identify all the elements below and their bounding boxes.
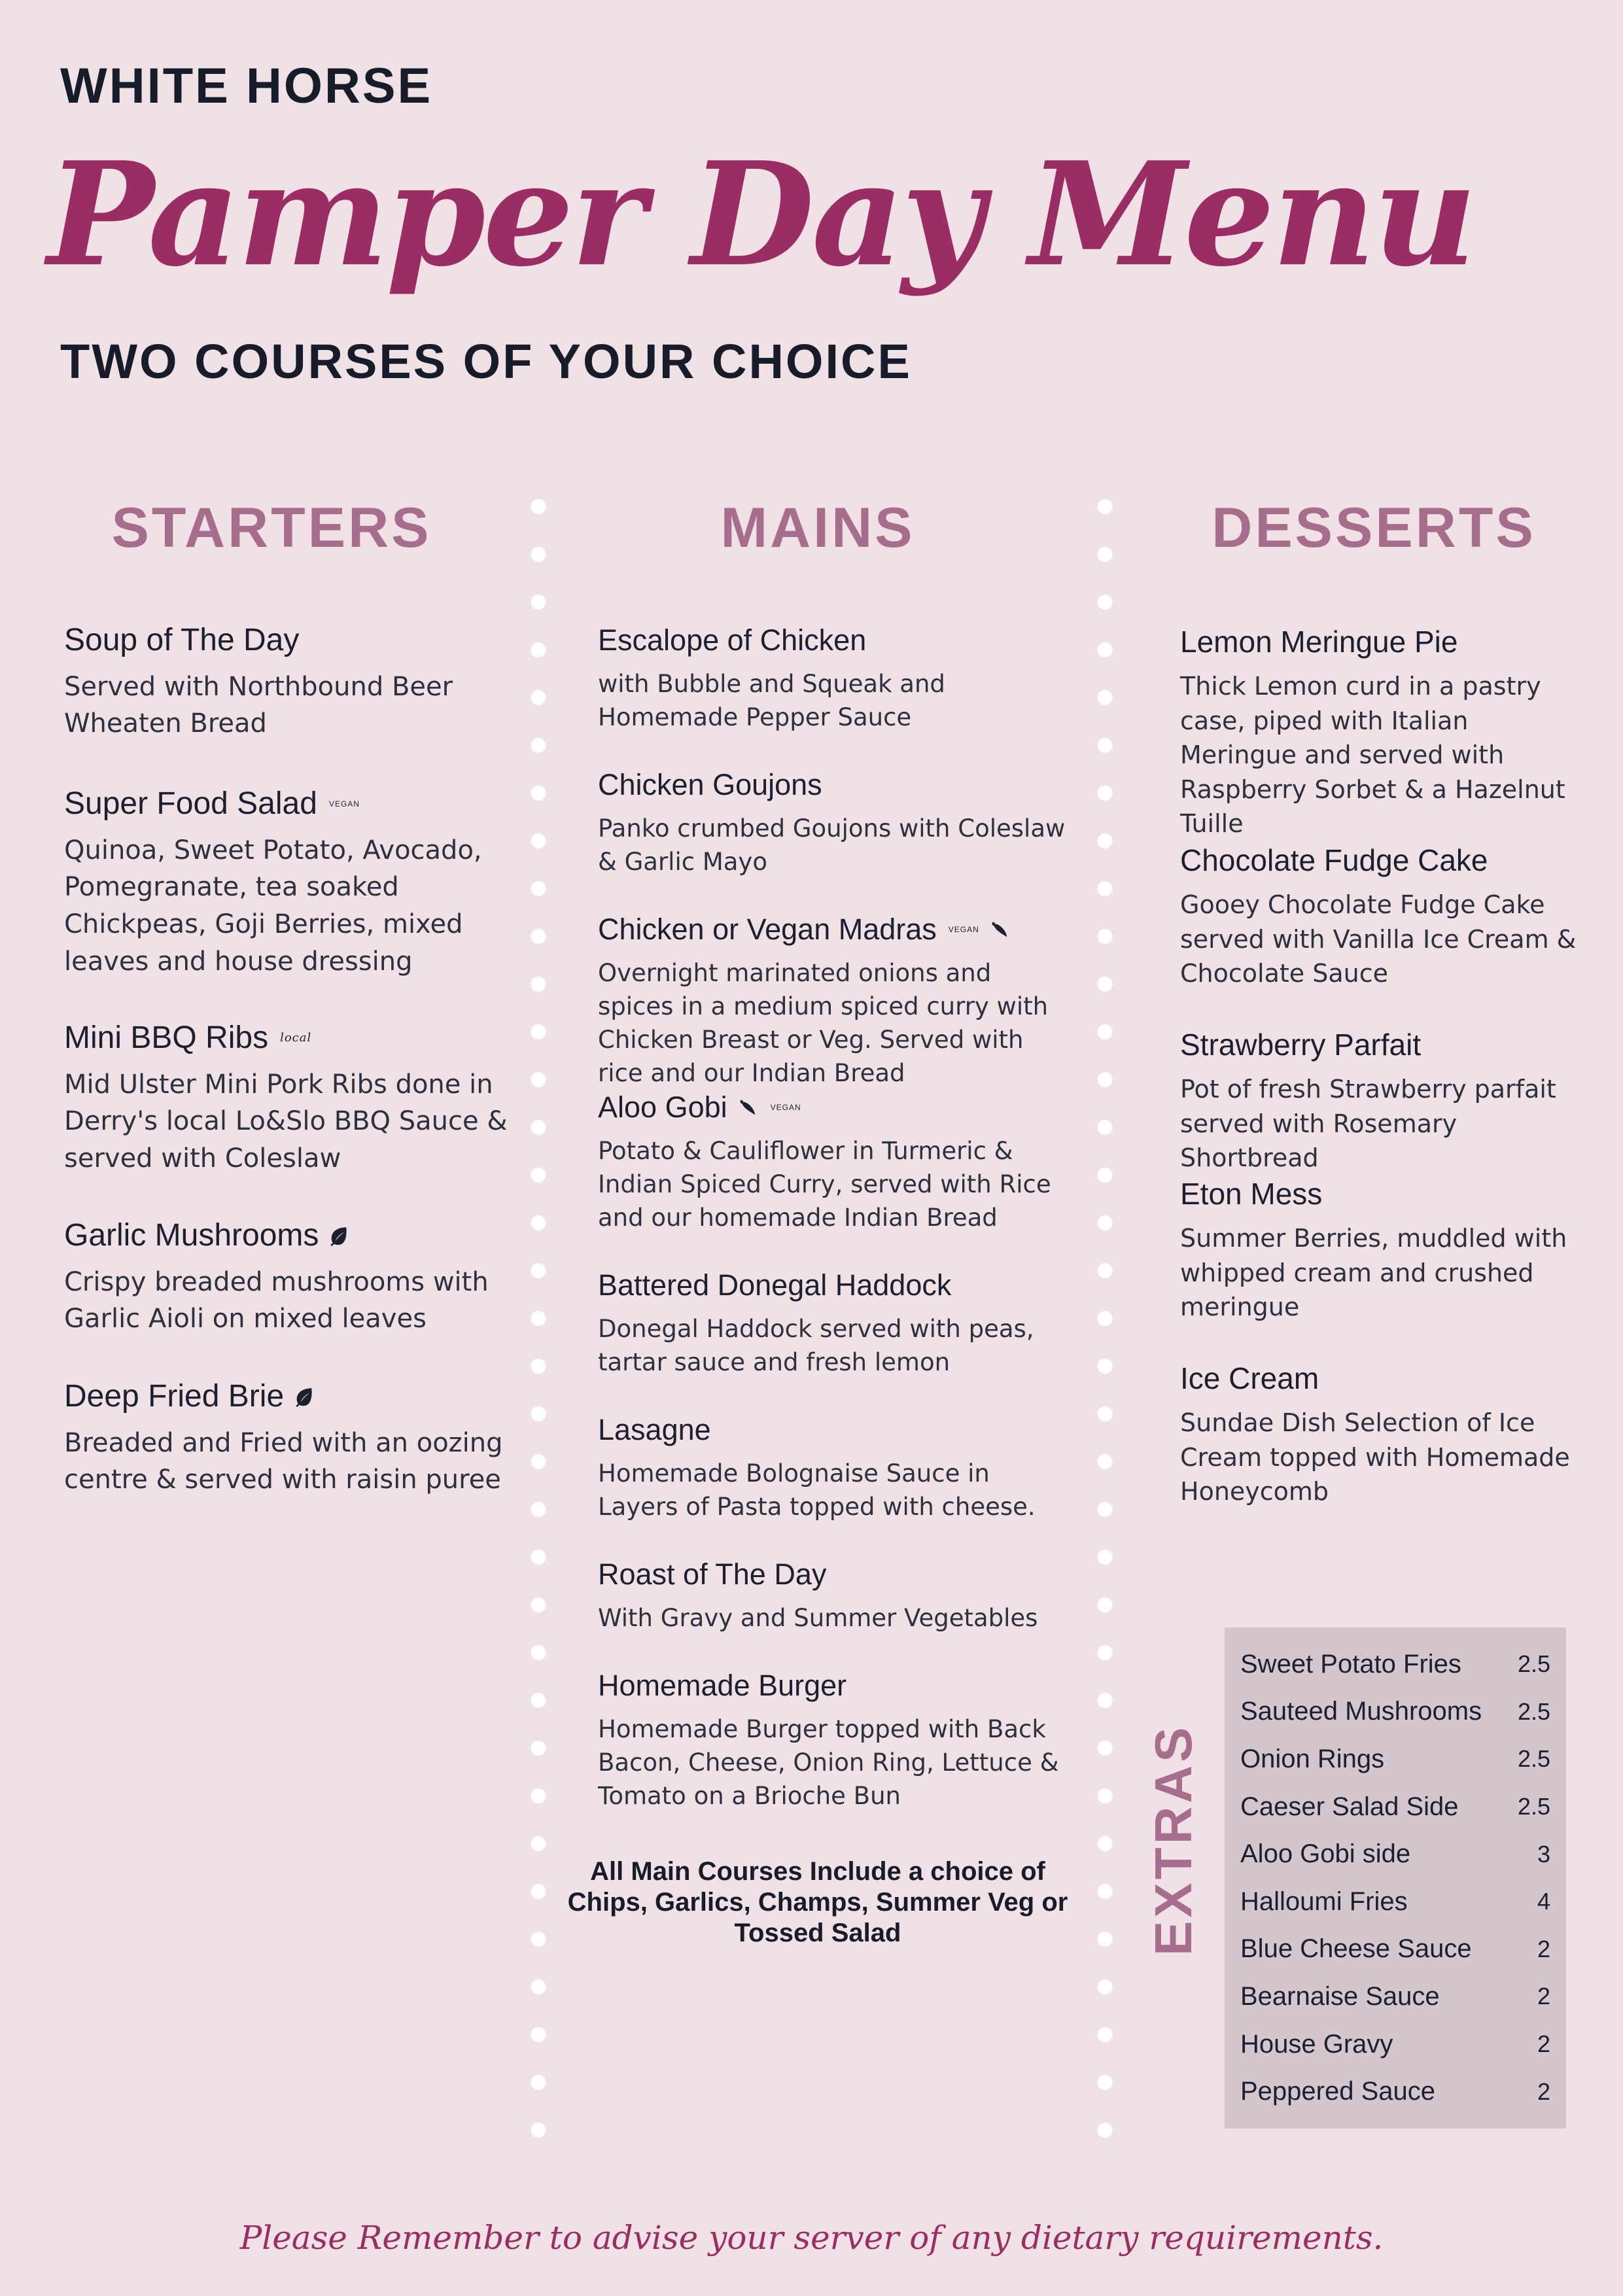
extras-row	[1240, 2068, 1550, 2115]
item-description: Gooey Chocolate Fudge Cake served with Vanilla Ice Cream & Chocolate Sauce	[1180, 890, 1577, 988]
extra-price: 4	[1537, 1888, 1550, 1915]
extra-price: 2	[1537, 2078, 1550, 2105]
desserts-column	[1180, 624, 1586, 1509]
extra-name: Peppered Sauce	[1240, 2077, 1436, 2106]
menu-item	[1180, 1361, 1586, 1509]
item-name: Chicken or Vegan Madras VEGAN	[598, 912, 1069, 947]
item-name: Lasagne	[598, 1413, 711, 1446]
menu-item	[598, 912, 1069, 1090]
extras-row	[1240, 1783, 1550, 1831]
extra-price: 3	[1537, 1840, 1550, 1868]
menu-item	[598, 1412, 1069, 1557]
extra-price: 2.5	[1517, 1745, 1550, 1773]
item-description: Panko crumbed Goujons with Coleslaw & Garlic Mayo	[598, 814, 1066, 877]
mains-note: All Main Courses Include a choice of Chips, Garlics, Champs, Summer Veg or Tossed Salad	[567, 1857, 1068, 1948]
leaf-icon	[328, 1225, 350, 1247]
extras-row	[1240, 1830, 1550, 1878]
extras-row	[1240, 2021, 1550, 2068]
divider-right	[1097, 483, 1113, 2144]
vegan-tag: VEGAN	[328, 799, 360, 809]
item-name: Battered Donegal Haddock	[598, 1268, 952, 1302]
extra-price: 2	[1537, 1983, 1550, 2010]
menu-subtitle: TWO COURSES OF YOUR CHOICE	[60, 334, 912, 389]
menu-item	[64, 785, 522, 1019]
item-name: Soup of The Day	[64, 623, 300, 657]
extra-name: Bearnaise Sauce	[1240, 1981, 1440, 2011]
extra-name: Halloumi Fries	[1240, 1887, 1408, 1916]
extra-name: Blue Cheese Sauce	[1240, 1934, 1472, 1964]
mains-column	[598, 623, 1069, 1813]
menu-item	[598, 1268, 1069, 1412]
extra-name: Sweet Potato Fries	[1240, 1649, 1461, 1679]
menu-item	[64, 1019, 522, 1217]
item-description: with Bubble and Squeak and Homemade Pepper Sauce	[598, 670, 945, 732]
footer-note: Please Remember to advise your server of any dietary requirements.	[239, 2219, 1384, 2257]
item-name: Strawberry Parfait	[1180, 1028, 1422, 1062]
item-description: Pot of fresh Strawberry parfait served with Rosemary Shortbread	[1180, 1075, 1556, 1173]
item-name: Lemon Meringue Pie	[1180, 625, 1458, 659]
vegan-tag: VEGAN	[948, 924, 979, 934]
item-name: Homemade Burger	[598, 1669, 847, 1702]
item-description: Served with Northbound Beer Wheaten Bread	[64, 671, 453, 739]
extra-price: 2.5	[1517, 1697, 1550, 1725]
menu-item	[598, 767, 1069, 912]
item-name: Garlic Mushrooms	[64, 1217, 522, 1255]
item-name: Aloo Gobi VEGAN	[598, 1090, 801, 1124]
extras-row	[1240, 1926, 1550, 1974]
item-description: Donegal Haddock served with peas, tartar sauce and fresh lemon	[598, 1315, 1034, 1377]
divider-left	[531, 483, 546, 2144]
item-description: Potato & Cauliflower in Turmeric & Indian Spiced Curry, served with Rice and our homemade Indian Bread	[598, 1137, 1051, 1232]
item-name: Chicken Goujons	[598, 768, 822, 801]
extra-name: Onion Rings	[1240, 1744, 1385, 1773]
menu-title: Pamper Day Menu	[47, 131, 1475, 298]
extras-row	[1240, 1973, 1550, 2021]
extras-row	[1240, 1688, 1550, 1736]
chili-icon	[737, 1096, 759, 1119]
extras-row	[1240, 1878, 1550, 1926]
extras-row	[1240, 1641, 1550, 1688]
item-description: Quinoa, Sweet Potato, Avocado, Pomegranate, tea soaked Chickpeas, Goji Berries, mixed leaves and house dressing	[64, 835, 482, 977]
vegan-tag: VEGAN	[770, 1102, 801, 1112]
item-description: Sundae Dish Selection of Ice Cream topped with Homemade Honeycomb	[1180, 1408, 1570, 1506]
item-description: Summer Berries, muddled with whipped cream and crushed meringue	[1180, 1224, 1567, 1322]
local-tag: local	[280, 1031, 312, 1045]
extra-name: Aloo Gobi side	[1240, 1839, 1411, 1869]
extras-heading: EXTRAS	[1144, 1724, 1202, 1956]
menu-item	[1180, 843, 1586, 1027]
item-description: Overnight marinated onions and spices in a medium spiced curry with Chicken Breast or Veg. Served with rice and our Indian Bread	[598, 959, 1049, 1088]
extra-price: 2	[1537, 1935, 1550, 1962]
item-description: With Gravy and Summer Vegetables	[598, 1604, 1038, 1632]
menu-item	[64, 1378, 522, 1499]
desserts-heading: DESSERTS	[1212, 496, 1536, 559]
menu-item	[598, 623, 1069, 767]
extra-price: 2.5	[1517, 1793, 1550, 1820]
item-description: Thick Lemon curd in a pastry case, piped with Italian Meringue and served with Raspberry Sorbet & a Hazelnut Tuille	[1180, 672, 1565, 838]
starters-column	[64, 621, 522, 1499]
item-name: Mini BBQ Ribs local	[64, 1020, 312, 1055]
item-name: Escalope of Chicken	[598, 623, 867, 657]
menu-item	[598, 1557, 1069, 1668]
extra-name: Sauteed Mushrooms	[1240, 1697, 1482, 1726]
menu-item	[1180, 1027, 1586, 1176]
item-name: Chocolate Fudge Cake	[1180, 843, 1488, 877]
item-name: Eton Mess	[1180, 1177, 1323, 1211]
mains-heading: MAINS	[720, 496, 915, 559]
menu-item	[598, 1668, 1069, 1813]
menu-item	[1180, 1176, 1586, 1361]
starters-heading: STARTERS	[111, 496, 432, 559]
item-description: Homemade Bolognaise Sauce in Layers of Pasta topped with cheese.	[598, 1459, 1036, 1522]
menu-item	[64, 621, 522, 785]
item-description: Breaded and Fried with an oozing centre & served with raisin puree	[64, 1427, 503, 1495]
brand-name: WHITE HORSE	[60, 58, 433, 114]
extras-box	[1225, 1627, 1566, 2129]
item-description: Homemade Burger topped with Back Bacon, Cheese, Onion Ring, Lettuce & Tomato on a Brioche Bun	[598, 1715, 1059, 1811]
menu-item	[598, 1090, 1069, 1268]
menu-item	[1180, 624, 1586, 843]
chili-icon	[988, 918, 1011, 941]
extra-name: Caeser Salad Side	[1240, 1792, 1459, 1821]
item-name: Deep Fried Brie	[64, 1378, 522, 1416]
extra-price: 2	[1537, 2030, 1550, 2058]
item-name: Ice Cream	[1180, 1361, 1319, 1395]
item-description: Mid Ulster Mini Pork Ribs done in Derry's local Lo&Slo BBQ Sauce & served with Coleslaw	[64, 1069, 508, 1174]
leaf-icon	[293, 1385, 315, 1408]
menu-item	[64, 1217, 522, 1378]
item-name: Roast of The Day	[598, 1557, 827, 1591]
extra-name: House Gravy	[1240, 2029, 1393, 2059]
extra-price: 2.5	[1517, 1650, 1550, 1678]
item-description: Crispy breaded mushrooms with Garlic Aioli on mixed leaves	[64, 1266, 489, 1334]
extras-row	[1240, 1735, 1550, 1783]
item-name: Super Food Salad VEGAN	[64, 786, 360, 821]
